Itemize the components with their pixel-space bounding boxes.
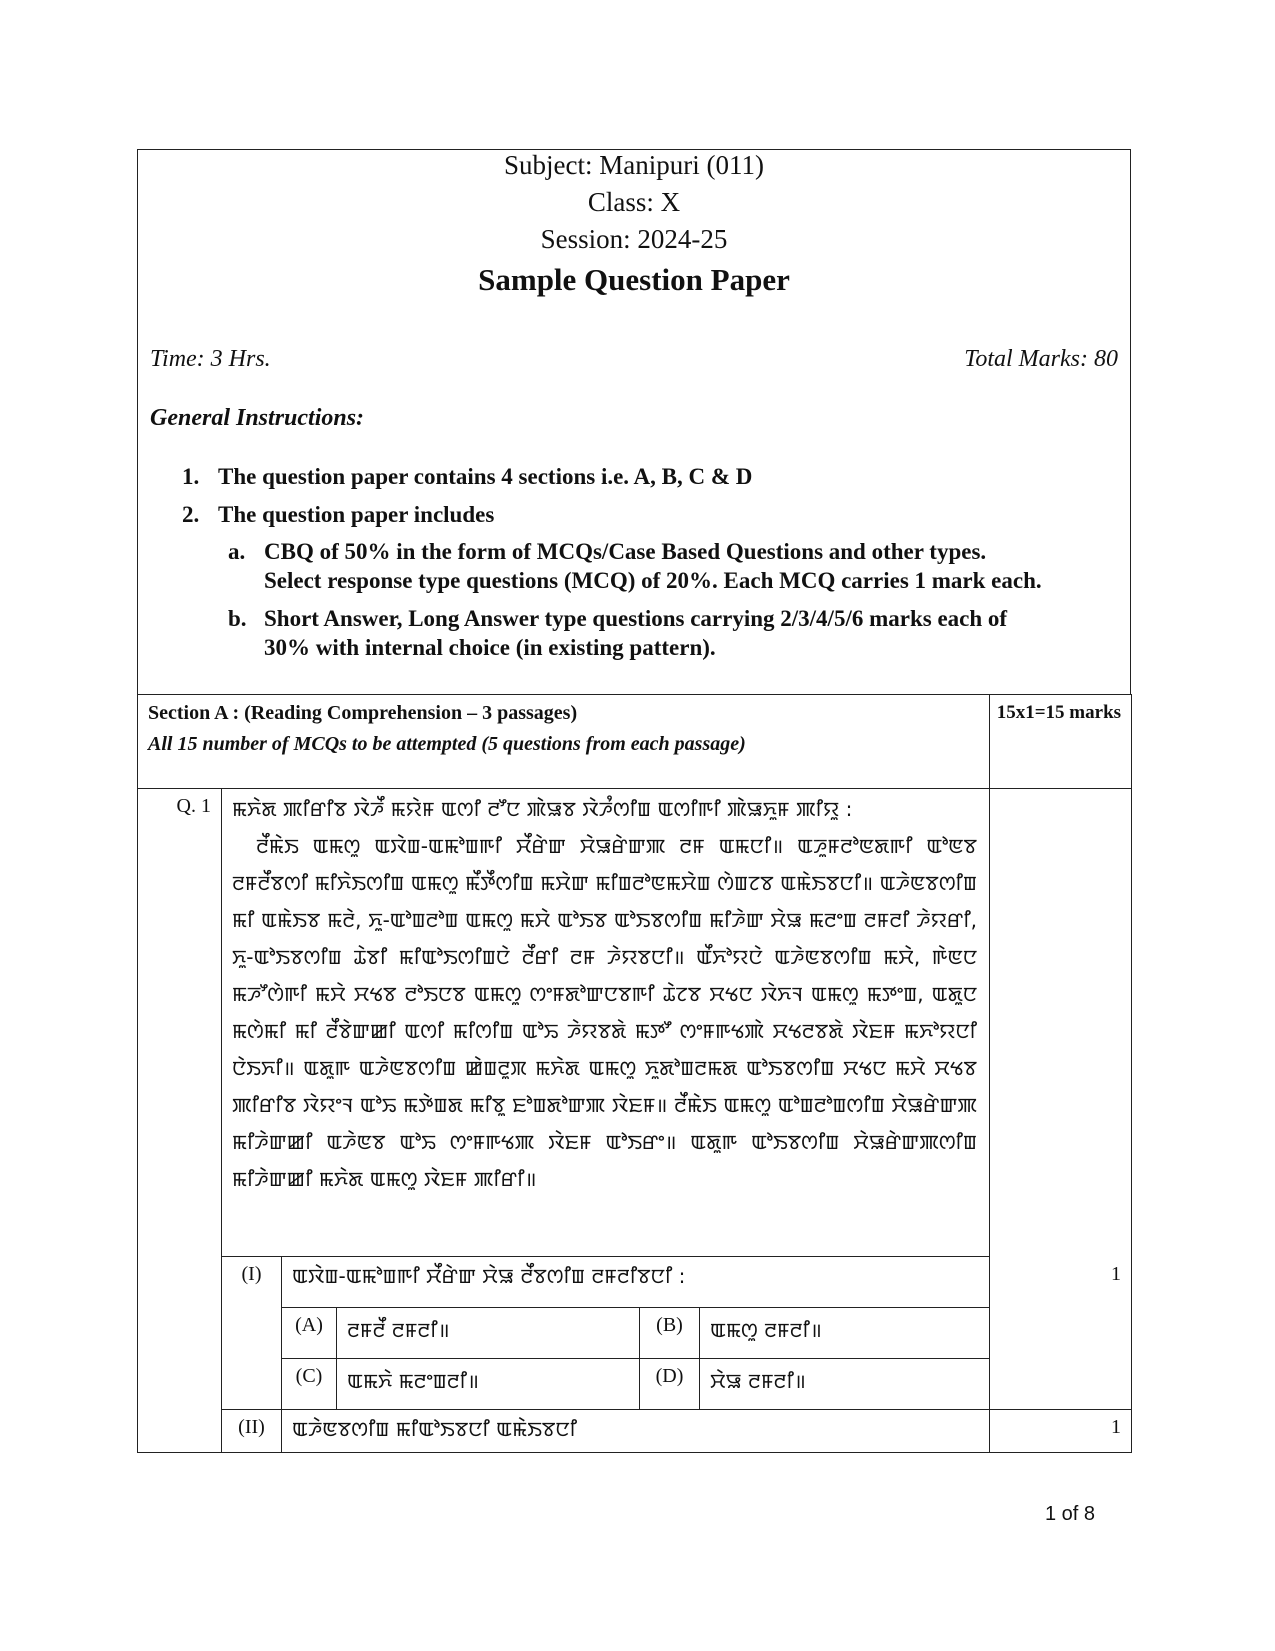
header-box (137, 149, 1131, 694)
option-c-label: (C) (282, 1359, 337, 1410)
subject-line: Subject: Manipuri (011) (504, 150, 764, 180)
instruction-letter: a. (228, 539, 246, 564)
passage-text: ꯂꯩꯃꯥꯏ ꯑꯃꯁꯨ ꯑꯋꯥꯡ-ꯑꯃꯣꯡꯒꯤ ꯆꯩꯔꯥꯛ ꯆꯥꯎꯔꯥꯛꯄ ꯂꯝ ꯑꯃꯅꯤ॥ ꯑꯍꯨꯝꯂꯣꯟꯗꯒꯤ ꯑꯣꯟꯕ ꯂꯝꯂꯩꯕꯁꯤ ꯃꯤꯈꯥꯏꯁꯤꯡ ꯑꯃꯁꯨ ꯃꯩꯇꯩꯁꯤꯡ ꯃꯆꯥꯛ ꯃꯤꯡꯂꯣꯟꯃꯆꯥꯡ ꯁꯥꯡꯖꯕ ꯑꯃꯥꯏꯕꯅꯤ॥ ꯑꯍꯥꯟꯕꯁꯤꯡ ꯃꯤ ꯑꯃꯥꯏꯕ ꯃꯂꯥ, ꯈꯨ-ꯑꯣꯡꯂꯣꯡ ꯑꯃꯁꯨ ꯃꯆꯥ ꯑꯣꯏꯕ ꯑꯣꯏꯕꯁꯤꯡ ꯃꯤꯍꯥꯛ ꯆꯥꯎ ꯃꯂꯦꯡ ꯂꯝꯂꯤ ꯍꯥꯌꯔꯤ, ꯈꯨ-ꯑꯣꯏꯕꯁꯤꯡ ꯊꯥꯕꯤ ꯃꯤꯑꯣꯏꯁꯤꯡꯅꯥ ꯂꯩꯔꯤ ꯂꯝ ꯍꯥꯌꯕꯅꯤ॥ ꯑꯩꯈꯣꯌꯅꯥ ꯑꯍꯥꯟꯕꯁꯤꯡ ꯃꯆꯥ, ꯒꯥꯟꯅ ꯃꯍꯧꯁꯥꯒꯤ ꯃꯆꯥ ꯆꯠꯕ ꯂꯣꯏꯅꯕ ꯑꯃꯁꯨ ꯁꯦꯝꯗꯣꯛꯅꯕꯒꯤ ꯊꯥꯖꯕ ꯆꯠꯅ ꯋꯥꯈꯜ ꯑꯃꯁꯨ ꯃꯇꯦꯡ, ꯑꯗꯨꯅ ꯃꯁꯥꯃꯤ ꯃꯤ ꯂꯩꯕꯥꯛꯀꯤ ꯑꯁꯤ ꯃꯤꯁꯤꯡ ꯑꯣꯢ ꯍꯥꯌꯕꯗꯥ ꯃꯇꯧ ꯁꯦꯝꯒꯠꯄꯥ ꯆꯠꯂꯕꯗꯥ ꯋꯥꯐꯝ ꯃꯈꯣꯌꯅꯤ ꯅꯥꯏꯈꯤ॥ ꯑꯗꯨꯒ ꯑꯍꯥꯟꯕꯁꯤꯡ ꯀꯥꯡꯂꯨꯞ ꯃꯈꯥꯗ ꯑꯃꯁꯨ ꯈꯨꯗꯣꯡꯂꯃꯗ ꯑꯣꯏꯕꯁꯤꯡ ꯆꯠꯅ ꯃꯆꯥ ꯆꯠꯕ ꯄꯤꯔꯤꯕ ꯋꯥꯌꯦꯜ ꯑꯣꯢ ꯃꯇꯥꯡꯗ ꯃꯤꯕꯨ ꯐꯣꯡꯗꯣꯛꯄ ꯋꯥꯐꯝ॥ ꯂꯩꯃꯥꯏ ꯑꯃꯁꯨ ꯑꯣꯡꯂꯣꯡꯁꯤꯡ ꯆꯥꯎꯔꯥꯛꯄ ꯃꯤꯍꯥꯛꯀꯤ ꯑꯍꯥꯟꯕ ꯑꯣꯢ ꯁꯦꯝꯒꯠꯄ ꯋꯥꯐꯝ ꯑꯣꯏꯔꯦ॥ ꯑꯗꯨꯒ ꯑꯣꯏꯕꯁꯤꯡ ꯆꯥꯎꯔꯥꯛꯄꯁꯤꯡ ꯃꯤꯍꯥꯛꯀꯤ ꯃꯈꯥꯗ ꯑꯃꯁꯨ ꯋꯥꯐꯝ ꯄꯤꯔꯤ॥ (232, 834, 978, 1191)
marks-gutter (990, 1308, 1132, 1359)
instruction-text-line1: Short Answer, Long Answer type questions carrying 2/3/4/5/6 marks each of (264, 606, 1008, 631)
instruction-text-line2: 30% with internal choice (in existing pattern). (264, 635, 716, 660)
section-a-row (138, 695, 1132, 789)
instruction-text: The question paper contains 4 sections i.e. A, B, C & D (218, 464, 753, 489)
paper-title: Sample Question Paper (478, 262, 790, 297)
instruction-text-line1: CBQ of 50% in the form of MCQs/Case Based Questions and other types. (264, 539, 987, 564)
option-c-text: ꯑꯃꯈꯥ ꯃꯂꯦꯡꯂꯤ॥ (337, 1359, 640, 1410)
instruction-number: 2. (182, 502, 200, 527)
page-number: 1 of 8 (1045, 1503, 1096, 1525)
sub-question-number: (II) (222, 1410, 282, 1453)
sub-question-number: (I) (222, 1257, 282, 1308)
question-1-row (138, 789, 1132, 1257)
class-line: Class: X (587, 187, 681, 217)
sub-question-marks: 1 (990, 1257, 1132, 1308)
gutter-cell (138, 1410, 222, 1453)
sub-question-marks: 1 (990, 1410, 1132, 1453)
session-line: Session: 2024-25 (540, 224, 728, 254)
instruction-number: 1. (182, 464, 200, 489)
total-marks-label: Total Marks: 80 (964, 346, 1118, 372)
question-instruction: ꯃꯈꯥꯗ ꯄꯤꯔꯤꯕ ꯋꯥꯍꯩ ꯃꯌꯥꯝ ꯑꯁꯤ ꯂꯧꯅ ꯄꯥꯎꯕ ꯋꯥꯍꯪꯁꯤꯡ ꯑꯁꯤꯒꯤ ꯄꯥꯎꯈꯨꯝ ꯄꯤꯌꯨ : (232, 797, 853, 821)
sub-question-1-row (138, 1257, 1132, 1308)
instruction-text-line2: Select response type questions (MCQ) of 20%. Each MCQ carries 1 mark each. (264, 568, 1042, 593)
options-row-2 (138, 1359, 1132, 1410)
options-row-1 (138, 1308, 1132, 1359)
option-b-label: (B) (640, 1308, 700, 1359)
option-a-label: (A) (282, 1308, 337, 1359)
option-a-text: ꯂꯝꯂꯩ ꯂꯝꯂꯤ॥ (337, 1308, 640, 1359)
time-label: Time: 3 Hrs. (150, 346, 271, 372)
sub-question-text: ꯑꯍꯥꯟꯕꯁꯤꯡ ꯃꯤꯑꯣꯏꯕꯅꯤ ꯑꯃꯥꯏꯕꯅꯤ (282, 1410, 990, 1453)
section-a-title: Section A : (Reading Comprehension – 3 passages) (148, 702, 578, 724)
question-number: Q. 1 (138, 789, 222, 1257)
gutter-cell (138, 1308, 222, 1359)
gutter-cell (222, 1359, 282, 1410)
sub-question-2-row (138, 1410, 1132, 1453)
instruction-letter: b. (228, 606, 247, 631)
section-a-header (138, 695, 990, 789)
option-d-label: (D) (640, 1359, 700, 1410)
gutter-cell (138, 1359, 222, 1410)
option-d-text: ꯆꯥꯎ ꯂꯝꯂꯤ॥ (700, 1359, 990, 1410)
marks-cell-empty (990, 789, 1132, 1257)
passage-cell (222, 789, 990, 1257)
option-b-text: ꯑꯃꯁꯨ ꯂꯝꯂꯤ॥ (700, 1308, 990, 1359)
general-instructions-heading: General Instructions: (150, 405, 365, 431)
gutter-cell (138, 1257, 222, 1308)
sub-question-text: ꯑꯋꯥꯡ-ꯑꯃꯣꯡꯒꯤ ꯆꯩꯔꯥꯛ ꯆꯥꯎ ꯂꯩꯕꯁꯤꯡ ꯂꯝꯂꯤꯕꯅꯤ : (282, 1257, 990, 1308)
instruction-text: The question paper includes (218, 502, 495, 527)
marks-gutter (990, 1359, 1132, 1410)
questions-table (137, 694, 1132, 1453)
section-a-marks: 15x1=15 marks (990, 695, 1132, 789)
section-a-subtitle: All 15 number of MCQs to be attempted (5 questions from each passage) (148, 733, 746, 755)
gutter-cell (222, 1308, 282, 1359)
